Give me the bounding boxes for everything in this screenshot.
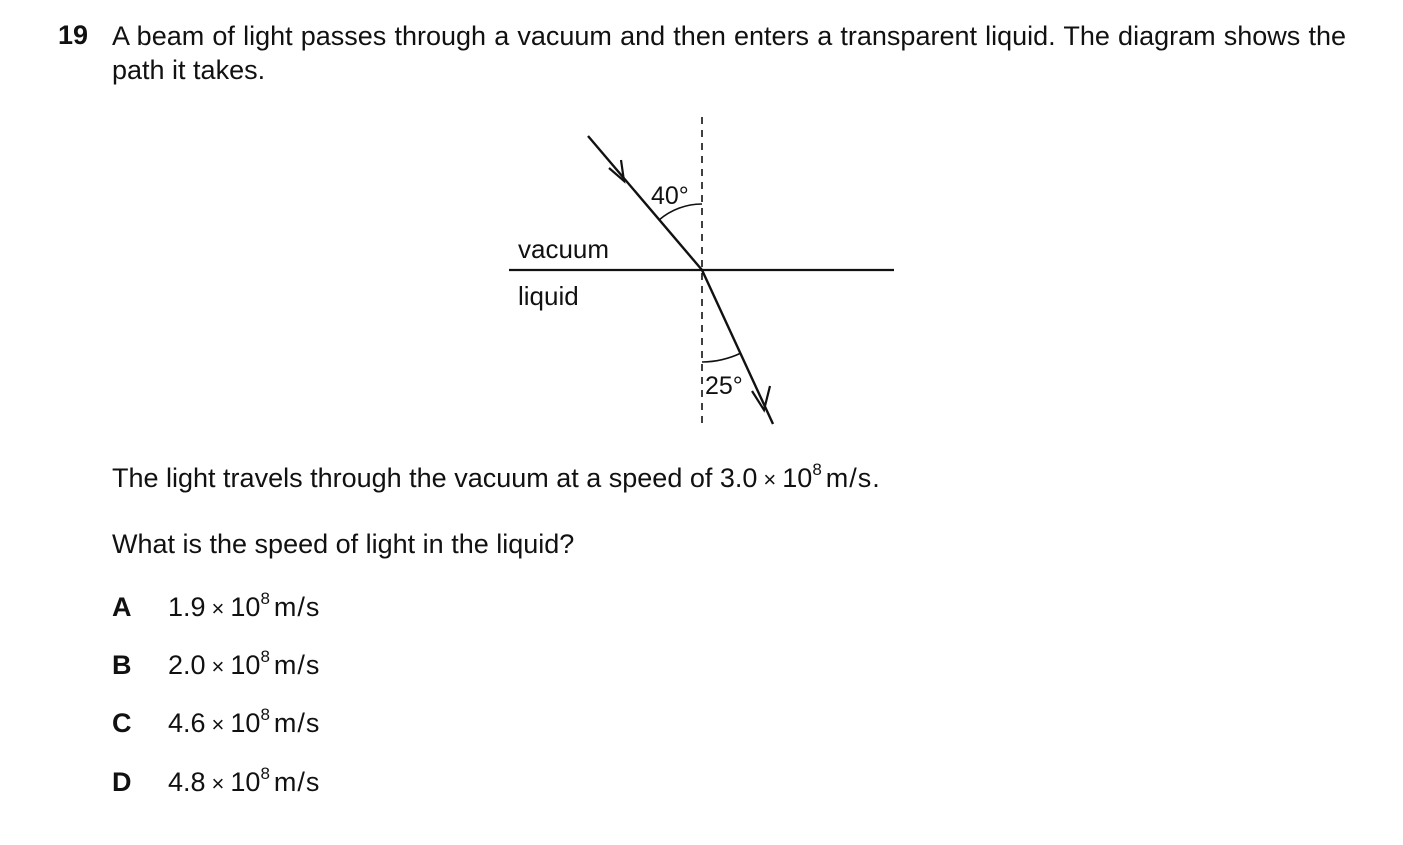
vacuum-label: vacuum bbox=[518, 234, 610, 264]
given-times: × bbox=[763, 467, 777, 492]
given-unit: m/s. bbox=[825, 463, 881, 493]
option-letter: B bbox=[112, 650, 132, 680]
question-prompt: What is the speed of light in the liquid? bbox=[112, 529, 575, 559]
option-letter: A bbox=[112, 592, 132, 622]
option-letter: C bbox=[112, 708, 132, 738]
given-base: 10 bbox=[782, 463, 813, 493]
refracted-ray bbox=[702, 270, 773, 424]
option-value: $1.9 \times 10^8$ m/s bbox=[168, 589, 321, 622]
refraction-angle-label: 25° bbox=[705, 372, 743, 400]
given-mantissa: 3.0 bbox=[719, 463, 758, 493]
question-number: 19 bbox=[58, 20, 89, 50]
liquid-label: liquid bbox=[518, 281, 579, 311]
option-value: $2.0 \times 10^8$ m/s bbox=[168, 647, 321, 680]
option-value: $4.8 \times 10^8$ m/s bbox=[168, 764, 321, 797]
given-speed-statement bbox=[112, 461, 881, 497]
given-prefix: The light travels through the vacuum at a speed of bbox=[112, 463, 713, 493]
option-letter: D bbox=[112, 767, 132, 797]
question-stem: A beam of light passes through a vacuum and then enters a transparent liquid. The diagram shows the path it takes. bbox=[112, 21, 1346, 85]
given-exponent: 8 bbox=[812, 460, 822, 479]
option-value: $4.6 \times 10^8$ m/s bbox=[168, 705, 321, 738]
incidence-angle-label: 40° bbox=[651, 182, 689, 210]
refraction-angle-arc bbox=[702, 353, 741, 362]
